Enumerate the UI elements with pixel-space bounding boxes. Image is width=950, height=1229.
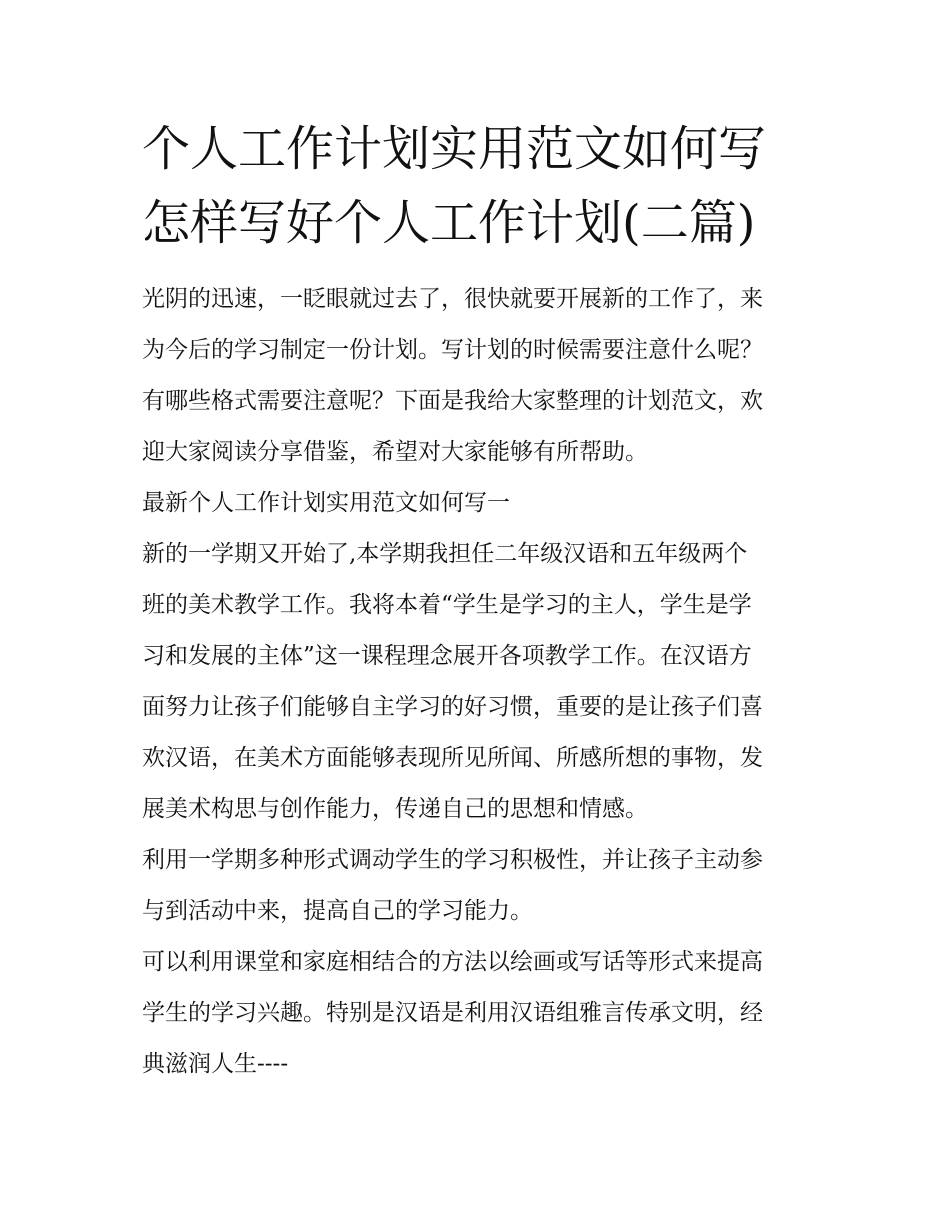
section-heading: 最新个人工作计划实用范文如何写一 <box>142 490 510 516</box>
text-line: 面努力让孩子们能够自主学习的好习惯，重要的是让孩子们喜 <box>142 694 763 720</box>
text-line: 有哪些格式需要注意呢？下面是我给大家整理的计划范文，欢 <box>142 388 763 414</box>
text-line: 为今后的学习制定一份计划。写计划的时候需要注意什么呢？ <box>142 337 763 363</box>
text-line: 习和发展的主体”这一课程理念展开各项教学工作。在汉语方 <box>142 643 752 669</box>
text-line: 典滋润人生---- <box>142 1051 289 1077</box>
paragraph-1 <box>142 529 822 835</box>
text-line: 可以利用课堂和家庭相结合的方法以绘画或写话等形式来提高 <box>142 949 763 975</box>
text-line: 展美术构思与创作能力，传递自己的思想和情感。 <box>142 796 648 822</box>
text-line: 光阴的迅速，一眨眼就过去了，很快就要开展新的工作了，来 <box>142 286 763 312</box>
paragraph-3 <box>142 937 822 1090</box>
text-line: 迎大家阅读分享借鉴，希望对大家能够有所帮助。 <box>142 439 648 465</box>
text-line: 欢汉语，在美术方面能够表现所见所闻、所感所想的事物，发 <box>142 745 763 771</box>
title-line: 怎样写好个人工作计划(二篇) <box>142 195 756 251</box>
title-line: 个人工作计划实用范文如何写 <box>142 121 767 177</box>
text-line: 班的美术教学工作。我将本着“学生是学习的主人，学生是学 <box>142 592 752 618</box>
text-line: 利用一学期多种形式调动学生的学习积极性，并让孩子主动参 <box>142 847 763 873</box>
text-line: 新的一学期又开始了,本学期我担任二年级汉语和五年级两个 <box>142 541 748 567</box>
document-page <box>142 112 822 1090</box>
document-title <box>142 112 822 260</box>
intro-paragraph <box>142 274 822 478</box>
paragraph-2 <box>142 835 822 937</box>
text-line: 学生的学习兴趣。特别是汉语是利用汉语组雅言传承文明，经 <box>142 1000 763 1026</box>
text-line: 与到活动中来，提高自己的学习能力。 <box>142 898 533 924</box>
